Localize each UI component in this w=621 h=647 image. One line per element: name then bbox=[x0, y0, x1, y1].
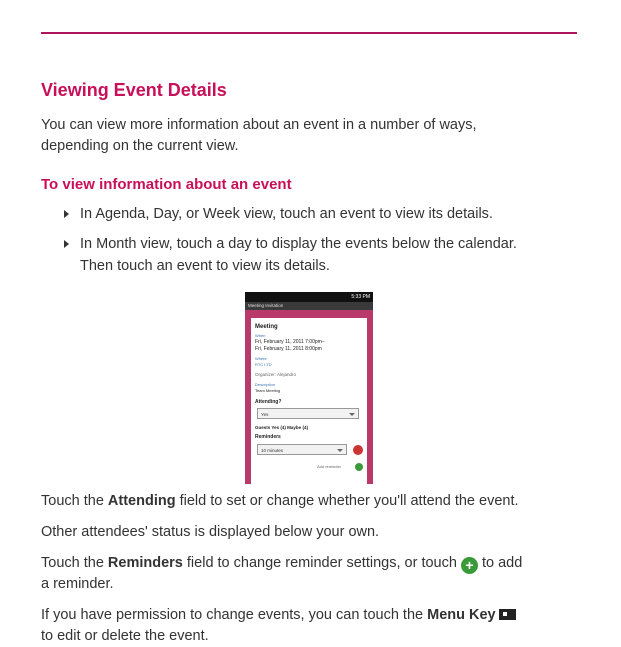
intro-paragraph bbox=[41, 115, 581, 157]
where-label: Where bbox=[255, 356, 267, 361]
phone-title-bar: Meeting Invitation bbox=[245, 302, 373, 310]
attending-field[interactable] bbox=[257, 408, 359, 419]
phone-status-bar: 5:33 PM bbox=[245, 292, 373, 302]
description-value: Team Meeting bbox=[255, 388, 281, 393]
intro-line-2: depending on the current view. bbox=[41, 138, 239, 154]
text-run: a reminder. bbox=[41, 576, 114, 592]
event-details-screenshot bbox=[245, 292, 373, 484]
page-heading: Viewing Event Details bbox=[41, 80, 227, 100]
intro-line-1: You can view more information about an event in a number of ways, bbox=[41, 117, 477, 133]
organizer: Organizer: Alejandro bbox=[255, 372, 297, 377]
text-run: field to change reminder settings, or touch bbox=[182, 555, 461, 571]
reminders-label: Reminders bbox=[255, 434, 281, 440]
status-paragraph: Other attendees' status is displayed below your own. bbox=[41, 524, 380, 540]
text-run: Touch the bbox=[41, 555, 108, 571]
when-line-2: Fri, February 11, 2011 8:00pm bbox=[255, 346, 322, 352]
attending-value: Yes bbox=[261, 412, 269, 417]
reminder-field[interactable] bbox=[257, 444, 347, 455]
text-run: to edit or delete the event. bbox=[41, 628, 209, 644]
bullet-text-line2: Then touch an event to view its details. bbox=[80, 258, 330, 274]
add-reminder-label[interactable]: Add reminder bbox=[317, 464, 342, 469]
bullet-arrow-icon bbox=[64, 240, 69, 248]
guests-summary: Guests Yes (4) Maybe (4) bbox=[255, 425, 308, 430]
add-reminder-icon[interactable] bbox=[355, 463, 363, 471]
event-card bbox=[251, 318, 367, 484]
chevron-down-icon bbox=[349, 413, 355, 416]
menu-key-term: Menu Key bbox=[427, 607, 496, 623]
reminders-term: Reminders bbox=[107, 555, 183, 571]
bullet-arrow-icon bbox=[64, 210, 69, 218]
top-rule bbox=[41, 32, 577, 34]
description-label: Description bbox=[255, 382, 276, 387]
when-label: When bbox=[255, 333, 266, 338]
attending-paragraph bbox=[41, 491, 581, 512]
attending-label: Attending? bbox=[255, 399, 282, 405]
reminders-paragraph bbox=[41, 553, 581, 595]
event-title: Meeting bbox=[255, 324, 278, 330]
remove-reminder-icon[interactable] bbox=[353, 445, 363, 455]
text-run: to add bbox=[477, 555, 523, 571]
menu-key-icon bbox=[499, 609, 516, 620]
bullet-text: In Month view, touch a day to display the events below the calendar. bbox=[80, 236, 517, 252]
add-icon: + bbox=[461, 557, 478, 574]
bullet-item bbox=[64, 203, 574, 225]
reminder-value: 10 minutes bbox=[261, 448, 284, 453]
bullet-text: In Agenda, Day, or Week view, touch an event to view its details. bbox=[80, 206, 493, 222]
bullet-item bbox=[64, 233, 574, 277]
permission-paragraph bbox=[41, 605, 581, 647]
attending-term: Attending bbox=[107, 493, 176, 509]
text-run: field to set or change whether you'll attend the event. bbox=[175, 493, 519, 509]
subheading: To view information about an event bbox=[41, 176, 292, 193]
text-run: If you have permission to change events, you can touch the bbox=[41, 607, 428, 623]
text-run: Touch the bbox=[41, 493, 108, 509]
when-line-1: Fri, February 11, 2011 7:00pm– bbox=[255, 339, 325, 345]
where-value: RTC LTD bbox=[255, 362, 272, 367]
chevron-down-icon bbox=[337, 449, 343, 452]
